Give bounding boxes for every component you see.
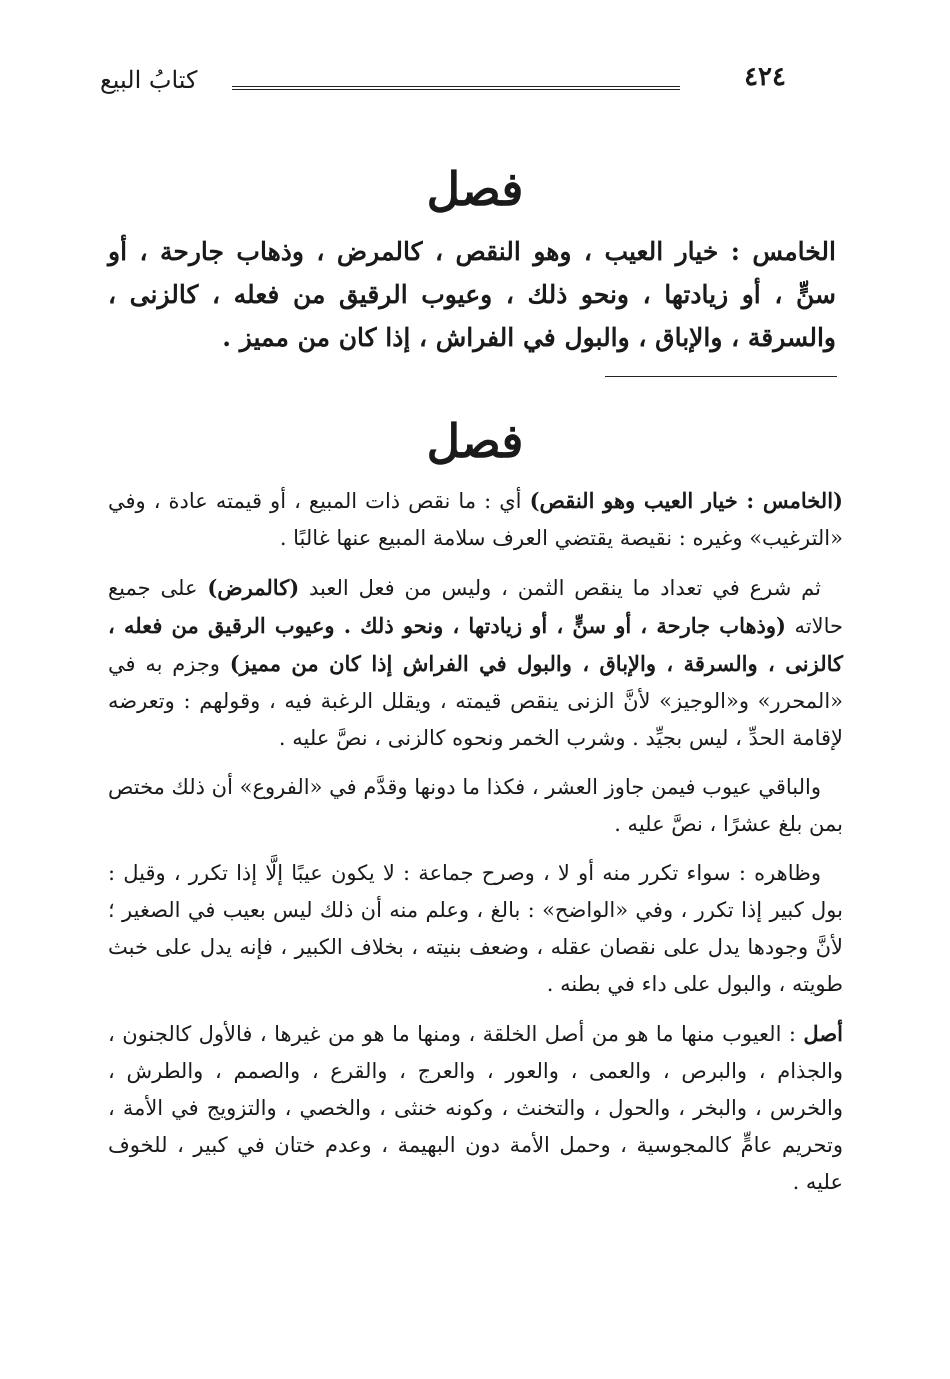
paragraph-1 [108,482,843,557]
sharh-body [108,482,843,1213]
page-number: ٤٢٤ [744,62,786,92]
matn-text: الخامس : خيار العيب ، وهو النقص ، كالمرض ، وذهاب جارحة ، أو سنٍّ ، أو زيادتها ، ونحو ذلك ، وعيوب الرقيق من فعله ، كالزنى ، والسرقة ، والإباق ، والبول في الفراش ، إذا كان من مميز . [108,237,836,352]
header-rule [232,86,680,90]
paragraph-5 [108,1015,843,1201]
paragraph-text: : العيوب منها ما هو من أصل الخلقة ، ومنها ما هو من غيرها ، فالأول كالجنون ، والجذام ، والبرص ، والعمى ، والعور ، والعرج ، والقرع ، والصمم ، والطرش ، والخرس ، والبخر ، والحول ، والتخنث ، وكونه خنثى ، والخصي ، والتزويج في الأمة ، وتحريم عامٍّ كالمجوسية ، وحمل الأمة دون البهيمة ، وعدم ختان في كبير ، للخوف عليه . [108,1022,843,1194]
section-heading-sharh: فصل [426,414,524,468]
paragraph-text: ثم شرع في تعداد ما ينقص الثمن ، وليس من فعل العبد [299,576,821,600]
bold-phrase: أصل [803,1021,843,1046]
matn-separator [605,376,837,377]
bold-phrase: (وذهاب جارحة ، أو سنٍّ ، أو زيادتها ، ونحو ذلك . وعيوب الرقيق من فعله ، كالزنى ، والسرقة ، والإباق ، والبول في الفراش إذا كان من مميز) [108,613,843,676]
book-title: كتابُ البيع [100,66,198,94]
page-header [100,58,800,108]
paragraph-text: على جميع حالاته [108,576,844,638]
paragraph-2 [108,569,843,757]
section-heading-matn: فصل [426,162,524,216]
bold-phrase: (كالمرض) [207,575,300,600]
paragraph-4: وظاهره : سواء تكرر منه أو لا ، وصرح جماعة : لا يكون عيبًا إلَّا إذا تكرر ، وقيل : بول كبير إذا تكرر ، وفي «الواضح» : بالغ ، وعلم منه أن ذلك ليس بعيب في الصغير ؛ لأنَّ وجودها يدل على نقصان عقله ، وضعف بنيته ، بخلاف الكبير ، فإنه يدل على خبث طويته ، والبول على داء في بطنه . [108,861,843,996]
paragraph-text: وجزم به في «المحرر» و«الوجيز» لأنَّ الزنى ينقص قيمته ، ويقلل الرغبة فيه ، وقولهم : وتعرضه لإقامة الحدِّ ، ليس بجيِّد . وشرب الخمر ونحوه كالزنى ، نصَّ عليه . [108,652,843,750]
paragraph-text: أي : ما نقص ذات المبيع ، أو قيمته عادة ، وفي «الترغيب» وغيره : نقيصة يقتضي العرف سلامة المبيع عنها غالبًا . [108,489,843,550]
paragraph-3: والباقي عيوب فيمن جاوز العشر ، فكذا ما دونها وقدَّم في «الفروع» أن ذلك مختص بمن بلغ عشرًا ، نصَّ عليه . [108,775,843,836]
bold-phrase: (الخامس : خيار العيب وهو النقص) [529,488,843,513]
